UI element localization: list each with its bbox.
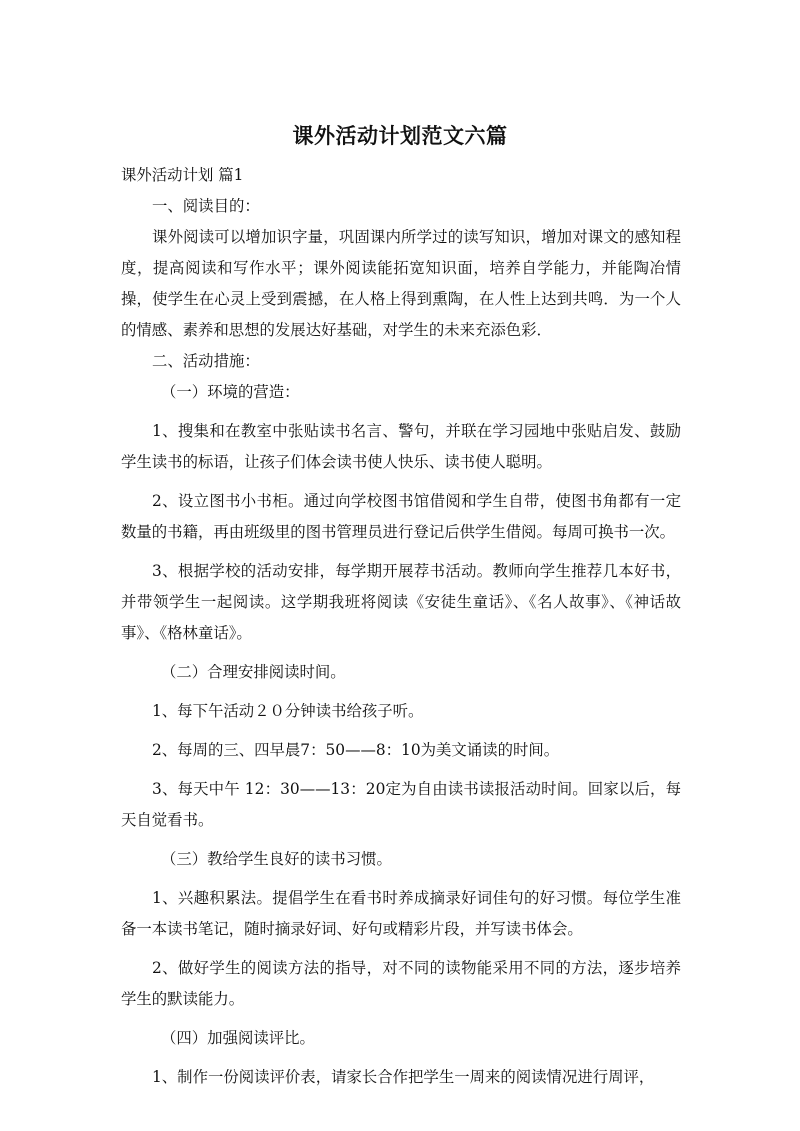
document-body xyxy=(121,160,681,1093)
paragraph: 2、每周的三、四早晨7：50——8：10为美文诵读的时间。 xyxy=(152,741,560,759)
paragraph: 课外阅读可以增加识字量，巩固课内所学过的读写知识，增加对课文的感知程度，提高阅读和写作水平；课外阅读能拓宽知识面，培养自学能力，并能陶冶情操，使学生在心灵上受到震撼，在人格上得到熏陶，在人性上达到共鸣．为一个人的情感、素养和思想的发展达好基础，对学生的未来充添色彩． xyxy=(121,228,681,339)
paragraph: 1、兴趣积累法。提倡学生在看书时养成摘录好词佳句的好习惯。每位学生准备一本读书笔记，随时摘录好词、好句或精彩片段，并写读书体会。 xyxy=(121,889,681,938)
paragraph: 一、阅读目的： xyxy=(152,197,260,215)
document-title: 课外活动计划范文六篇 xyxy=(292,124,508,148)
paragraph: 2、做好学生的阅读方法的指导，对不同的读物能采用不同的方法，逐步培养学生的默读能力。 xyxy=(121,959,681,1008)
paragraph: 3、根据学校的活动安排，每学期开展荐书活动。教师向学生推荐几本好书，并带领学生一起阅读。这学期我班将阅读《安徒生童话》、《名人故事》、《神话故事》、《格林童话》。 xyxy=(121,562,681,642)
paragraph: 1、每下午活动２０分钟读书给孩子听。 xyxy=(152,702,424,720)
paragraph: 2、设立图书小书柜。通过向学校图书馆借阅和学生自带，使图书角都有一定数量的书籍，再由班级里的图书管理员进行登记后供学生借阅。每周可换书一次。 xyxy=(121,492,681,541)
section-heading: 课外活动计划 篇1 xyxy=(121,166,244,184)
paragraph: （二）合理安排阅读时间。 xyxy=(161,663,346,681)
paragraph: （一）环境的营造： xyxy=(161,383,300,401)
paragraph: （三）教给学生良好的读书习惯。 xyxy=(161,850,392,868)
paragraph: 1、制作一份阅读评价表，请家长合作把学生一周来的阅读情况进行周评， xyxy=(152,1068,655,1086)
paragraph: 1、搜集和在教室中张贴读书名言、警句，并联在学习园地中张贴启发、鼓励学生读书的标语，让孩子们体会读书使人快乐、读书使人聪明。 xyxy=(121,422,681,471)
paragraph: 3、每天中午 12：30——13：20定为自由读书读报活动时间。回家以后，每天自觉看书。 xyxy=(121,780,681,829)
paragraph: 二、活动措施： xyxy=(152,352,260,370)
paragraph: （四）加强阅读评比。 xyxy=(161,1029,315,1047)
